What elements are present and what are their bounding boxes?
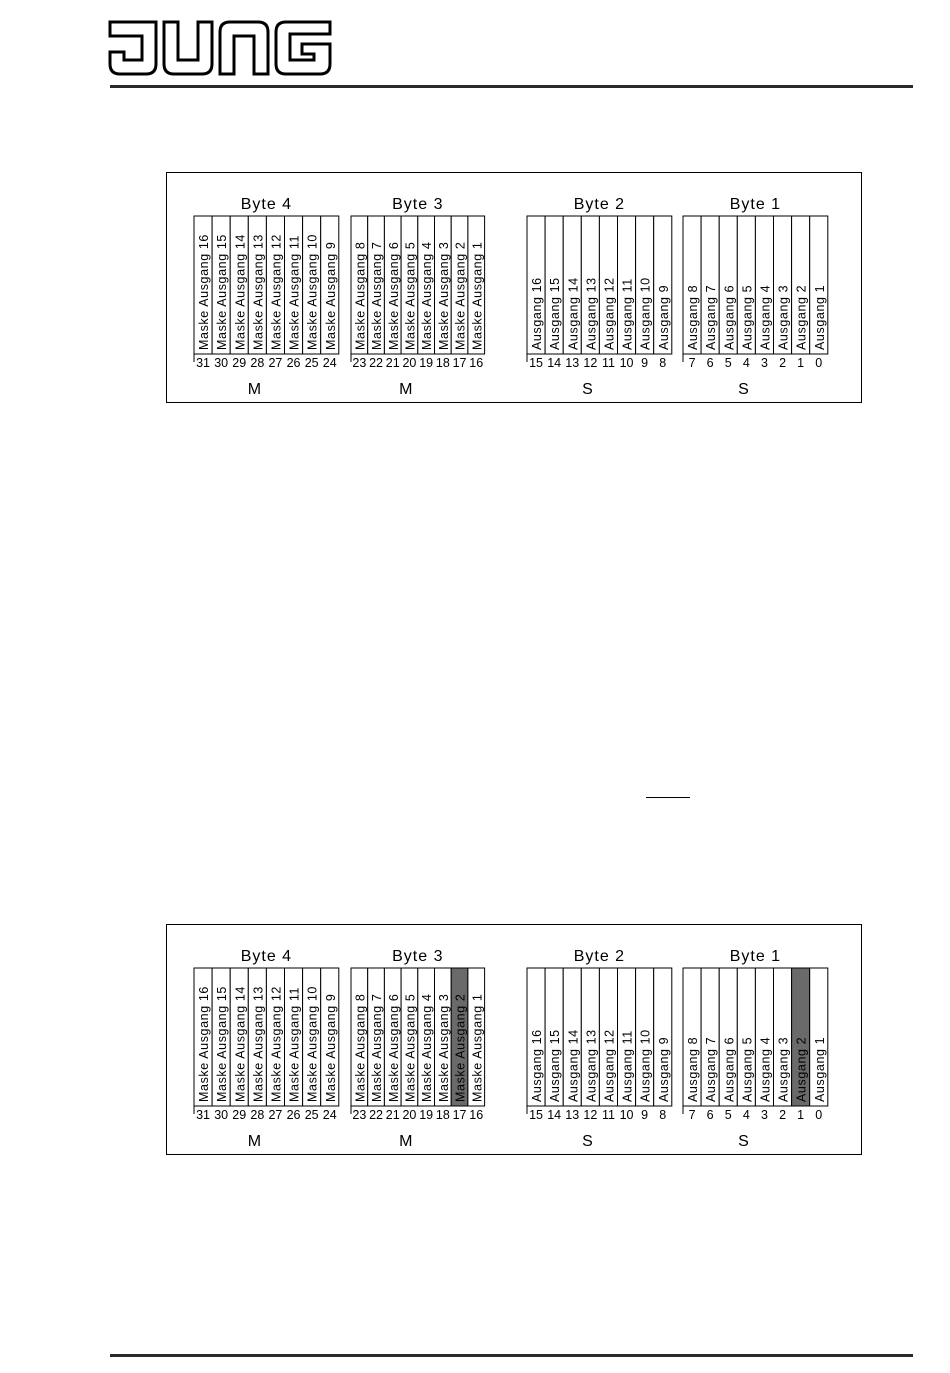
overline-mark: [646, 797, 690, 798]
top-bit-number: 9: [641, 356, 649, 370]
bottom-bit-number: 21: [385, 1108, 400, 1122]
footer-rule: [110, 1354, 913, 1357]
top-group-label: S: [738, 381, 749, 398]
bottom-group-label: M: [399, 1133, 413, 1150]
top-bit-label: Ausgang 10: [638, 277, 653, 350]
jung-logo: [108, 20, 332, 76]
top-bit-number: 1: [797, 356, 805, 370]
bottom-bit-number: 26: [286, 1108, 301, 1122]
top-bit-label: Ausgang 4: [758, 284, 773, 350]
bottom-bit-number: 22: [369, 1108, 384, 1122]
bottom-bit-number: 0: [815, 1108, 823, 1122]
bottom-bit-number: 14: [547, 1108, 562, 1122]
top-bit-number: 0: [815, 356, 823, 370]
top-bit-number: 16: [469, 356, 484, 370]
top-bit-label: Maske Ausgang 3: [436, 241, 451, 350]
top-byte-title: Byte 4: [240, 196, 293, 213]
top-bit-label: Ausgang 9: [656, 284, 671, 350]
bottom-bit-label: Ausgang 8: [686, 1036, 701, 1102]
top-bit-label: Ausgang 13: [584, 277, 599, 350]
bottom-bit-number: 12: [583, 1108, 598, 1122]
top-bit-number: 6: [706, 356, 714, 370]
bottom-bit-number: 28: [250, 1108, 265, 1122]
top-bit-number: 5: [724, 356, 732, 370]
bottom-bit-label: Maske Ausgang 4: [420, 993, 435, 1102]
bottom-bit-label: Ausgang 4: [758, 1036, 773, 1102]
top-bit-label: Ausgang 8: [686, 284, 701, 350]
bottom-bit-number: 10: [619, 1108, 634, 1122]
bottom-bit-number: 30: [214, 1108, 229, 1122]
top-bit-number: 14: [547, 356, 562, 370]
bottom-bit-label: Ausgang 14: [566, 1029, 581, 1102]
bottom-bit-number: 27: [268, 1108, 283, 1122]
top-bit-number: 18: [435, 356, 450, 370]
bottom-bit-label: Maske Ausgang 13: [251, 986, 266, 1102]
bottom-bit-label: Maske Ausgang 6: [386, 993, 401, 1102]
top-bit-number: 30: [214, 356, 229, 370]
bottom-bit-label: Ausgang 1: [812, 1036, 827, 1102]
bottom-bit-number: 16: [469, 1108, 484, 1122]
bottom-bit-label: Ausgang 7: [704, 1036, 719, 1102]
top-byte-title: Byte 1: [729, 196, 782, 213]
bottom-byte-title: Byte 1: [729, 948, 782, 965]
bottom-bit-number: 11: [601, 1108, 615, 1122]
top-bit-number: 2: [779, 356, 787, 370]
bottom-bit-number: 3: [760, 1108, 768, 1122]
bottom-bit-label: Ausgang 16: [530, 1029, 545, 1102]
top-bit-number: 27: [268, 356, 283, 370]
bottom-group-label: S: [738, 1133, 749, 1150]
bottom-bit-label: Maske Ausgang 7: [370, 993, 385, 1102]
bottom-bit-number: 6: [706, 1108, 714, 1122]
bottom-group-label: M: [247, 1133, 262, 1150]
top-bit-label: Maske Ausgang 4: [420, 241, 435, 350]
top-bit-label: Maske Ausgang 15: [215, 234, 230, 350]
top-bit-label: Maske Ausgang 11: [287, 235, 302, 350]
top-bit-number: 25: [304, 356, 319, 370]
top-bit-number: 3: [760, 356, 768, 370]
bottom-bit-label: Ausgang 6: [722, 1036, 737, 1102]
bottom-bit-number: 23: [352, 1108, 367, 1122]
bottom-byte-title: Byte 2: [573, 948, 626, 965]
top-bit-number: 26: [286, 356, 301, 370]
bottom-bit-label: Maske Ausgang 14: [233, 986, 248, 1102]
top-bit-number: 31: [196, 356, 211, 370]
bit-diagram-bottom: [166, 924, 862, 1155]
bit-diagram-bottom-svg: [167, 925, 863, 1156]
bottom-bit-label: Maske Ausgang 15: [215, 986, 230, 1102]
top-bit-label: Maske Ausgang 10: [305, 234, 320, 350]
top-bit-number: 17: [452, 356, 467, 370]
bottom-bit-label: Maske Ausgang 11: [287, 987, 302, 1102]
bottom-bit-label: Ausgang 5: [740, 1036, 755, 1102]
top-bit-label: Maske Ausgang 16: [197, 234, 212, 350]
top-bit-label: Maske Ausgang 13: [251, 234, 266, 350]
bottom-bit-number: 8: [659, 1108, 667, 1122]
top-group-label: S: [582, 381, 593, 398]
top-bit-number: 24: [322, 356, 337, 370]
bottom-bit-number: 17: [452, 1108, 467, 1122]
top-group-label: M: [399, 381, 413, 398]
bottom-bit-number: 24: [322, 1108, 337, 1122]
bottom-bit-label: Maske Ausgang 1: [470, 993, 485, 1102]
bottom-bit-number: 25: [304, 1108, 319, 1122]
top-bit-number: 19: [419, 356, 434, 370]
top-bit-number: 28: [250, 356, 265, 370]
top-bit-label: Ausgang 11: [620, 278, 635, 350]
bottom-bit-number: 13: [565, 1108, 580, 1122]
bottom-bit-number: 18: [435, 1108, 450, 1122]
bottom-bit-number: 7: [688, 1108, 696, 1122]
bottom-byte-title: Byte 4: [240, 948, 293, 965]
top-bit-label: Ausgang 6: [722, 284, 737, 350]
top-bit-number: 23: [352, 356, 367, 370]
bottom-byte-title: Byte 3: [392, 948, 444, 965]
bottom-bit-label: Maske Ausgang 12: [269, 986, 284, 1102]
top-bit-number: 7: [688, 356, 696, 370]
bottom-bit-label: Maske Ausgang 9: [323, 993, 338, 1102]
top-bit-label: Ausgang 16: [530, 277, 545, 350]
bottom-bit-number: 20: [402, 1108, 417, 1122]
bottom-group-label: S: [582, 1133, 593, 1150]
bit-diagram-top: [166, 172, 862, 403]
top-bit-label: Ausgang 14: [566, 277, 581, 350]
top-bit-label: Maske Ausgang 5: [403, 241, 418, 350]
top-bit-number: 12: [583, 356, 598, 370]
top-bit-label: Ausgang 15: [548, 277, 563, 350]
top-bit-label: Ausgang 7: [704, 284, 719, 350]
top-byte-title: Byte 3: [392, 196, 444, 213]
top-group-label: M: [247, 381, 262, 398]
top-bit-label: Ausgang 3: [776, 284, 791, 350]
bottom-bit-label: Maske Ausgang 10: [305, 986, 320, 1102]
bottom-bit-label: Maske Ausgang 2: [453, 993, 468, 1102]
top-bit-label: Ausgang 5: [740, 284, 755, 350]
top-bit-number: 11: [601, 356, 615, 370]
top-bit-number: 8: [659, 356, 667, 370]
bottom-bit-number: 4: [742, 1108, 750, 1122]
bottom-bit-number: 2: [779, 1108, 787, 1122]
top-bit-label: Maske Ausgang 12: [269, 234, 284, 350]
top-bit-label: Maske Ausgang 1: [470, 241, 485, 350]
top-bit-label: Maske Ausgang 6: [386, 241, 401, 350]
top-bit-number: 10: [619, 356, 634, 370]
bottom-bit-number: 5: [724, 1108, 732, 1122]
bottom-bit-label: Ausgang 13: [584, 1029, 599, 1102]
bottom-bit-number: 29: [232, 1108, 247, 1122]
top-bit-label: Maske Ausgang 9: [323, 241, 338, 350]
top-byte-title: Byte 2: [573, 196, 626, 213]
top-bit-number: 15: [529, 356, 544, 370]
top-bit-label: Maske Ausgang 7: [370, 241, 385, 350]
bottom-bit-number: 31: [196, 1108, 211, 1122]
top-bit-label: Maske Ausgang 8: [353, 241, 368, 350]
top-bit-number: 20: [402, 356, 417, 370]
top-bit-number: 4: [742, 356, 750, 370]
top-bit-label: Maske Ausgang 14: [233, 234, 248, 350]
bottom-bit-number: 15: [529, 1108, 544, 1122]
bottom-bit-label: Ausgang 11: [620, 1030, 635, 1102]
top-bit-number: 13: [565, 356, 580, 370]
top-bit-number: 21: [385, 356, 400, 370]
bit-diagram-top-svg: [167, 173, 863, 404]
bottom-bit-label: Maske Ausgang 16: [197, 986, 212, 1102]
bottom-bit-label: Ausgang 9: [656, 1036, 671, 1102]
bottom-bit-number: 1: [797, 1108, 805, 1122]
bottom-bit-label: Ausgang 12: [602, 1029, 617, 1102]
top-bit-number: 29: [232, 356, 247, 370]
bottom-bit-label: Ausgang 10: [638, 1029, 653, 1102]
bottom-bit-label: Maske Ausgang 8: [353, 993, 368, 1102]
top-bit-label: Maske Ausgang 2: [453, 241, 468, 350]
bottom-bit-label: Maske Ausgang 3: [436, 993, 451, 1102]
bottom-bit-number: 19: [419, 1108, 434, 1122]
bottom-bit-label: Ausgang 15: [548, 1029, 563, 1102]
bottom-bit-label: Ausgang 3: [776, 1036, 791, 1102]
bottom-bit-label: Maske Ausgang 5: [403, 993, 418, 1102]
bottom-bit-label: Ausgang 2: [794, 1036, 809, 1102]
top-bit-label: Ausgang 2: [794, 284, 809, 350]
top-bit-label: Ausgang 1: [812, 284, 827, 350]
top-bit-label: Ausgang 12: [602, 277, 617, 350]
top-bit-number: 22: [369, 356, 384, 370]
header-rule: [110, 85, 913, 88]
bottom-bit-number: 9: [641, 1108, 649, 1122]
